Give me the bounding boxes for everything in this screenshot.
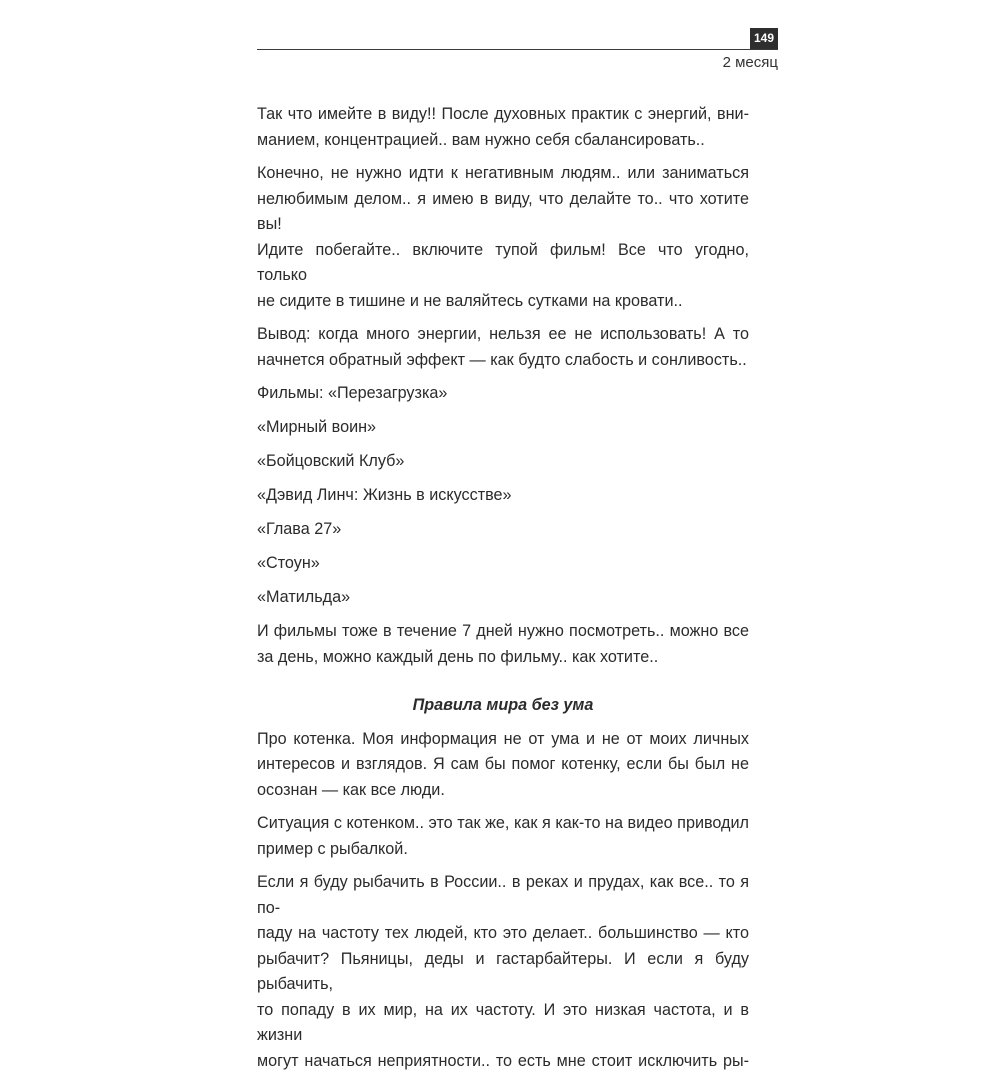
paragraph [257,870,749,1074]
paragraph [257,619,749,670]
page-number: 149 [750,28,778,49]
header-rule [257,49,778,50]
page-header [257,28,778,74]
text-line: Если я буду рыбачить в России.. в реках и прудах, как все.. то я по- [257,873,749,917]
paragraph [257,161,749,314]
paragraph [257,811,749,862]
text-line: не сидите в тишине и не валяйтесь сутками на кровати.. [257,291,683,310]
text-line: могут начаться неприятности.. то есть мне стоит исключить ры- [257,1051,749,1070]
film-item: «Дэвид Линч: Жизнь в искусстве» [257,486,512,504]
text-line: за день, можно каждый день по фильму.. как хотите.. [257,647,659,666]
text-line: Так что имейте в виду!! После духовных практик с энергий, вни- [257,105,749,123]
film-item: «Бойцовский Клуб» [257,452,405,470]
paragraph [257,727,749,804]
paragraph [257,322,749,373]
films-intro: Фильмы: «Перезагрузка» [257,384,448,402]
paragraph [257,102,749,153]
film-item: «Стоун» [257,554,320,572]
text-line: манием, концентрацией.. вам нужно себя сбалансировать.. [257,130,705,149]
section-heading: Правила мира без ума [412,696,594,714]
text-line: Ситуация с котенком.. это так же, как я как-то на видео приводил [257,814,749,832]
text-line: пример с рыбалкой. [257,839,408,858]
text-line: Вывод: когда много энергии, нельзя ее не использовать! А то [257,325,749,343]
text-line: Про котенка. Моя информация не от ума и не от моих личных [257,729,749,748]
text-line: начнется обратный эффект — как будто слабость и сонливость.. [257,350,747,369]
text-line: Конечно, не нужно идти к негативным людям.. или заниматься [257,164,749,182]
text-line: Идите побегайте.. включите тупой фильм! Все что угодно, только [257,240,749,284]
film-item: «Мирный воин» [257,418,377,436]
text-line: осознан — как все люди. [257,780,445,799]
text-line: рыбачит? Пьяницы, деды и гастарбайтеры. И если я буду рыбачить, [257,949,749,993]
text-line: нелюбимым делом.. я имею в виду, что делайте то.. что хотите вы! [257,189,749,233]
body-text [257,102,749,1082]
film-item: «Глава 27» [257,520,342,538]
text-line: паду на частоту тех людей, кто это делает.. большинство — кто [257,924,749,942]
text-line: интересов и взглядов. Я сам бы помог котенку, если бы был не [257,755,749,773]
film-item: «Матильда» [257,588,351,606]
text-line: И фильмы тоже в течение 7 дней нужно посмотреть.. можно все [257,622,749,640]
text-line: то попаду в их мир, на их частоту. И это низкая частота, и в жизни [257,1000,749,1044]
running-title: 2 месяц [722,54,778,71]
